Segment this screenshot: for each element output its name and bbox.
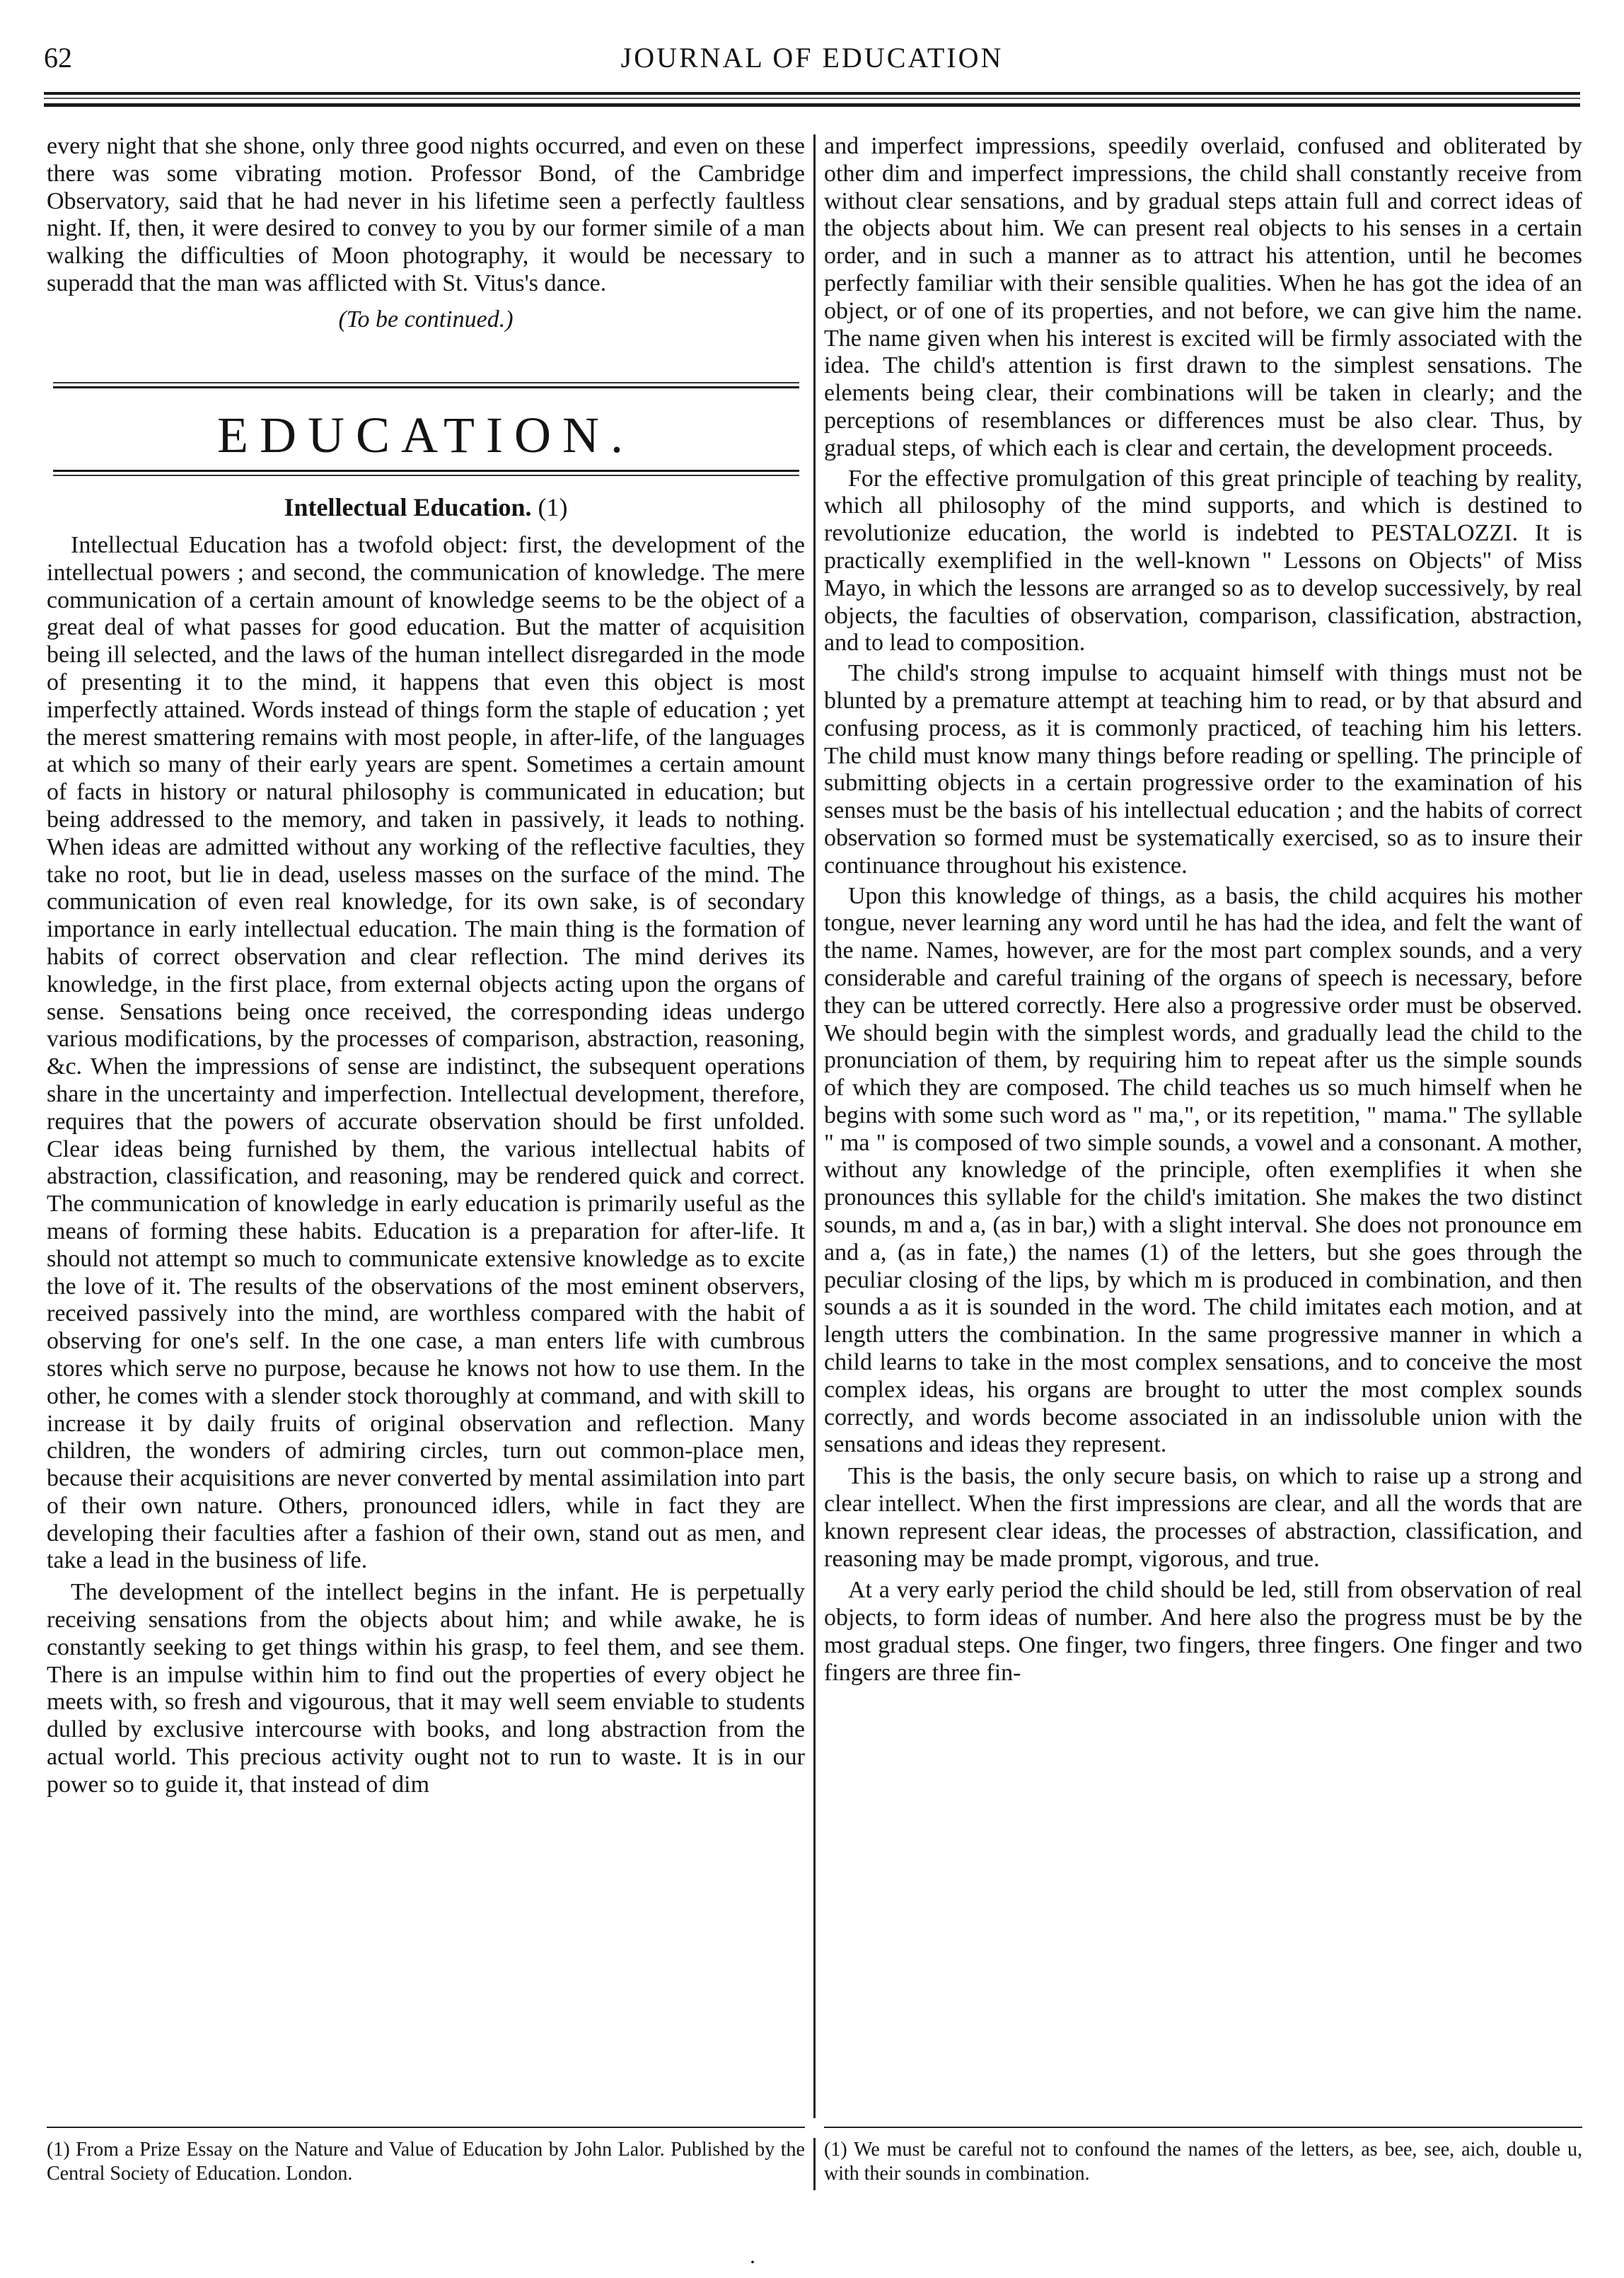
footnote-rule-left	[47, 2127, 805, 2128]
subheading-text: Intellectual Education.	[284, 493, 532, 521]
continued-paragraph: every night that she shone, only three good nights occurred, and even on these there was some vibrating motion. Professor Bond, of the Cambridge Observatory, said that he had never in his lifetime seen a perfectly faultless night. If, then, it were desired to convey to you by our former simile of a man walking the difficulties of Moon photography, it would be necessary to superadd that the man was afflicted with St. Vitus's dance.	[47, 133, 805, 296]
left-column-continued	[47, 133, 805, 334]
section-rule-bottom	[53, 470, 799, 476]
footnote-left: (1) From a Prize Essay on the Nature and Value of Education by John Lalor. Published by the Central Society of Education. London.	[47, 2139, 805, 2185]
bottom-mark: .	[750, 2243, 755, 2268]
footnote-divider	[813, 2138, 816, 2190]
article-paragraph: This is the basis, the only secure basis, on which to raise up a strong and clear intellect. When the first impressions are clear, and all the words that are known represent clear ideas, the processes of abstraction, classification, and reasoning may be made prompt, vigorous, and true.	[824, 1463, 1582, 1572]
article-paragraph: Upon this knowledge of things, as a basis, the child acquires his mother tongue, never learning any word until he has had the idea, and felt the want of the name. Names, however, are for the most part complex sounds, and a very considerable and careful training of the organs of speech is necessary, before they can be uttered correctly. Here also a progressive order must be observed. We should begin with the simplest words, and gradually lead the child to the pronunciation of them, by requiring him to repeat after us the simple sounds of which they are composed. The child teaches us so much himself when he begins with some such word as " ma,", or its repetition, " mama." The syllable " ma " is composed of two simple sounds, a vowel and a consonant. A mother, without any knowledge of the principle, often exemplifies it when she pronounces this syllable for the child's imitation. She makes the two distinct sounds, m and a, (as in bar,) with a slight interval. She does not pronounce em and a, (as in fate,) the names (1) of the letters, but she goes through the peculiar closing of the lips, by which m is produced in combination, and then sounds a as it is sounded in the word. The child imitates each motion, and at length utters the combination. In the same progressive manner in which a child learns to take in the most complex sensations, and to conceive the most complex ideas, his organs are brought to utter the most complex sounds correctly, and words become associated in an indissoluble union with the sensations and ideas they represent.	[824, 882, 1582, 1458]
header-rule-middle	[44, 98, 1580, 99]
right-column-article	[824, 133, 1582, 1687]
section-title: EDUCATION.	[217, 407, 634, 463]
article-paragraph: At a very early period the child should be led, still from observation of real objects, to form ideas of number. And here also the progress must be by the most gradual steps. One finger, two fingers, three fingers. One finger and two fingers are three fin-	[824, 1577, 1582, 1686]
header-rule-top	[44, 92, 1580, 95]
article-subheading	[47, 492, 805, 522]
article-paragraph: For the effective promulgation of this great principle of teaching by reality, which all philosophy of the mind supports, and which is destined to revolutionize education, the world is indebted to PESTALOZZI. It is practically exemplified in the well-known " Lessons on Objects" of Miss Mayo, in which the lessons are arranged so as to develop successively, by real objects, the faculties of observation, comparison, classification, abstraction, and to lead to composition.	[824, 465, 1582, 657]
article-paragraph: and imperfect impressions, speedily overlaid, confused and obliterated by other dim and imperfect impressions, the child shall constantly receive from without clear sensations, and by gradual steps attain full and correct ideas of the objects about him. We can present real objects to his senses in a certain order, and in such a manner as to attract his attention, until he becomes perfectly familiar with their sensible qualities. When he has got the idea of an object, or of one of its properties, and not before, we can give him the name. The name given when his interest is excited will be firmly associated with the idea. The child's attention is first drawn to the simplest sensations. The elements being clear, their combinations will be taken in clearly; and the perceptions of resemblances or differences must be also clear. Thus, by gradual steps, of which each is clear and certain, the development proceeds.	[824, 133, 1582, 461]
to-be-continued-note: (To be continued.)	[338, 306, 514, 333]
footnote-right: (1) We must be careful not to confound the names of the letters, as bee, see, aich, double u, with their sounds in combination.	[824, 2139, 1582, 2185]
left-column-article	[47, 532, 805, 1799]
article-paragraph: The development of the intellect begins in the infant. He is perpetually receiving sensations from the objects about him; and while awake, he is constantly seeking to get things within his grasp, to feel them, and see them. There is an impulse within him to find out the properties of every object he meets with, so fresh and vigourous, that it may well seem enviable to students dulled by exclusive intercourse with books, and long abstraction from the actual world. This precious activity ought not to run to waste. It is in our power so to guide it, that instead of dim	[47, 1579, 805, 1798]
article-paragraph: Intellectual Education has a twofold object: first, the development of the intellectual powers ; and second, the communication of knowledge. The mere communication of a certain amount of knowledge seems to be the object of a great deal of what passes for good education. But the matter of acquisition being ill selected, and the laws of the human intellect disregarded in the mode of presenting it to the mind, it happens that even this object is most imperfectly attained. Words instead of things form the staple of education ; yet the merest smattering remains with most people, in after-life, of the languages at which so many of their early years are spent. Sometimes a certain amount of facts in history or natural philosophy is communicated in education; but being addressed to the memory, and taken in passively, it leads to nothing. When ideas are admitted without any working of the reflective faculties, they take no root, but lie in dead, useless masses on the surface of the mind. The communication of even real knowledge, for its own sake, is of secondary importance in early intellectual education. The main thing is the formation of habits of correct observation and clear reflection. The mind derives its knowledge, in the first place, from external objects acting upon the organs of sense. Sensations being once received, the corresponding ideas undergo various modifications, by the processes of comparison, abstraction, reasoning, &c. When the impressions of sense are indistinct, the subsequent operations share in the uncertainty and imperfection. Intellectual development, therefore, requires that the powers of accurate observation should be first unfolded. Clear ideas being furnished by them, the various intellectual habits of abstraction, classification, and reasoning, may be rendered quick and correct. The communication of knowledge in early education is primarily useful as the means of forming these habits. Education is a preparation for after-life. It should not attempt so much to communicate extensive knowledge as to excite the love of it. The results of the observations of the most eminent observers, received passively into the mind, are worthless compared with the habit of observing for one's self. In the one case, a man enters life with cumbrous stores which serve no purpose, because he knows not how to use them. In the other, he comes with a slender stock thoroughly at command, and with skill to increase it by daily fruits of original observation and reflection. Many children, the wonders of admiring circles, turn out common-place men, because their acquisitions are never converted by mental assimilation into part of their own nature. Others, pronounced idlers, while in fact they are developing their faculties after a fashion of their own, stand out as men, and take a lead in the business of life.	[47, 532, 805, 1574]
section-rule-top	[53, 382, 799, 388]
header-rule-bottom	[44, 103, 1580, 107]
article-paragraph: The child's strong impulse to acquaint himself with things must not be blunted by a premature attempt at teaching him to read, or by that absurd and confusing process, as it is commonly practiced, of teaching him his letters. The child must know many things before reading or spelling. The principle of submitting objects in a certain progressive order to the examination of his senses must be the basis of his intellectual education ; and the habits of correct observation so formed must be systematically exercised, so as to insure their continuance throughout his existence.	[824, 660, 1582, 879]
column-divider	[813, 134, 816, 2118]
running-title: JOURNAL OF EDUCATION	[620, 42, 1004, 74]
footnote-rule-right	[824, 2127, 1582, 2128]
subheading-footnote-ref: (1)	[538, 493, 568, 521]
page-number: 62	[44, 42, 72, 74]
